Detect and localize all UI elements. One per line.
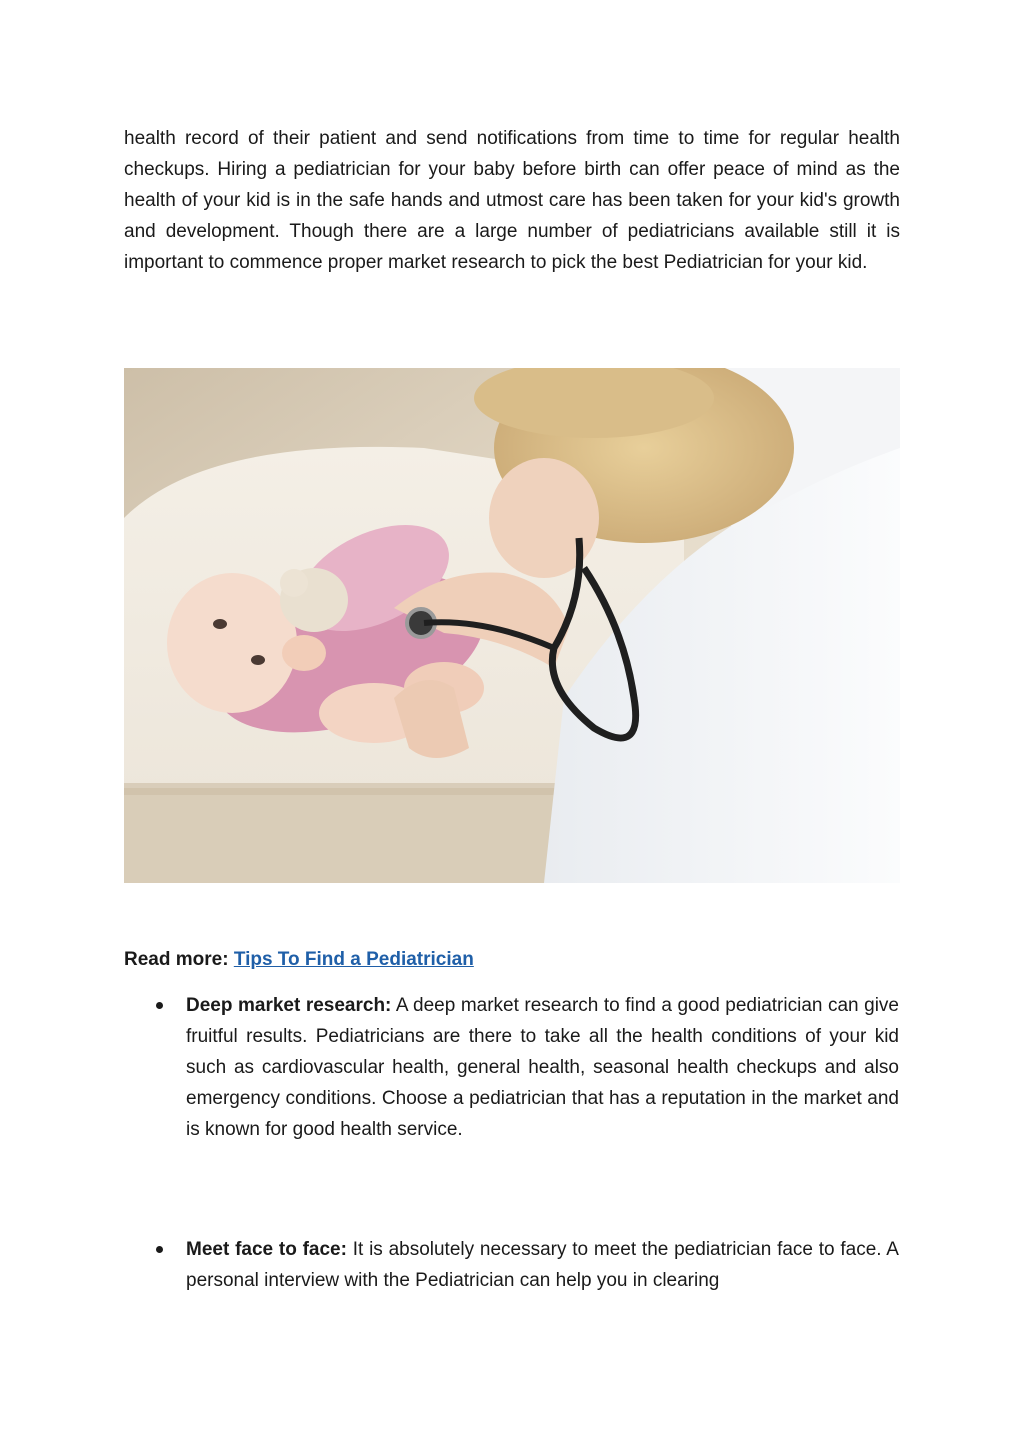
read-more-label: Read more: (124, 949, 229, 970)
bullet-dot (156, 1246, 163, 1253)
intro-paragraph: health record of their patient and send notifications from time to time for regular health checkups. Hiring a pediatrician for your baby before birth can offer peace of mind as the health of your kid is in the safe hands and utmost care has been taken for your kid's growth and development. Though there are a large number of pediatricians available still it is important to commence proper market research to pick the best Pediatrician for your kid. (124, 128, 900, 273)
bullet-meet-face-to-face (186, 1234, 899, 1296)
bullet-text: It is absolutely necessary to meet the pediatrician face to face. A personal interview with the Pediatrician can help you in clearing (186, 1239, 899, 1291)
bullet-dot (156, 1002, 163, 1009)
bullet-deep-market-research (186, 990, 899, 1145)
tips-link[interactable]: Tips To Find a Pediatrician (233, 949, 474, 970)
bullet-text: A deep market research to find a good pediatrician can give fruitful results. Pediatricians are there to take all the health conditions of your kid such as cardiovascular health, general health, seasonal health checkups and also emergency conditions. Choose a pediatrician that has a reputation in the market and is known for good health service. (186, 995, 900, 1140)
bullet-heading: Meet face to face: (186, 1239, 347, 1260)
pediatrician-examining-baby-photo (124, 368, 900, 883)
bullet-heading: Deep market research: (186, 995, 392, 1016)
read-more-line (124, 944, 474, 975)
